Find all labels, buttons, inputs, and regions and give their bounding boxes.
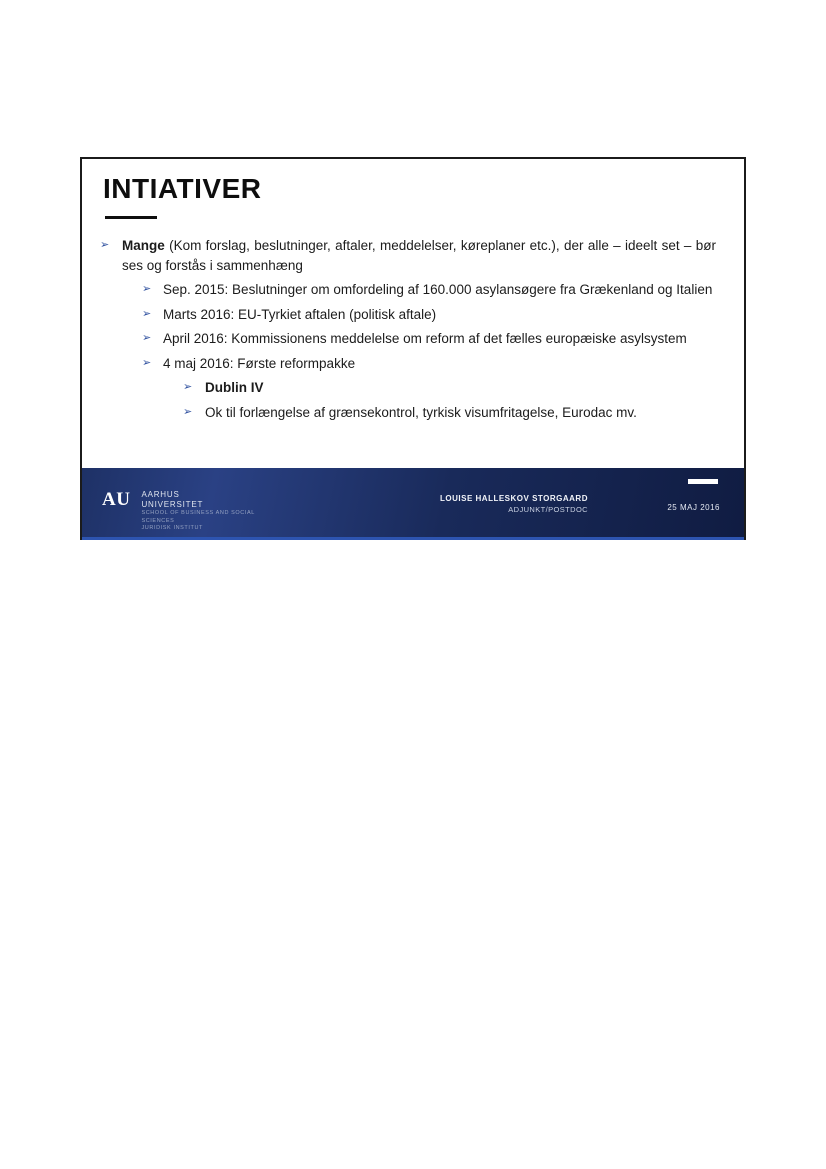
bullet-text: Ok til forlængelse af grænsekontrol, tyrkisk visumfritagelse, Eurodac mv. xyxy=(205,404,637,420)
bullet-item-level-2 xyxy=(142,354,716,374)
bullet-arrow-icon: ➢ xyxy=(183,405,193,418)
slide xyxy=(80,157,746,540)
presenter-role: ADJUNKT/POSTDOC xyxy=(508,504,588,514)
bullet-list xyxy=(82,236,744,422)
bullet-item-level-2 xyxy=(142,305,716,325)
bullet-text: Mange (Kom forslag, beslutninger, aftaler, meddelelser, køreplaner etc.), der alle – ideelt set – bør ses og forstås i sammenhæng xyxy=(122,238,716,273)
bullet-text: April 2016: Kommissionens meddelelse om reform af det fælles europæiske asylsystem xyxy=(163,331,687,346)
bullet-text: Dublin IV xyxy=(205,380,264,395)
bullet-arrow-icon: ➢ xyxy=(142,332,152,344)
bullet-item-level-2 xyxy=(142,329,716,349)
bullet-arrow-icon: ➢ xyxy=(142,307,152,320)
org-line-school: SCHOOL OF BUSINESS AND SOCIAL xyxy=(141,510,255,516)
org-line-sciences: SCIENCES xyxy=(141,517,175,524)
org-name-block xyxy=(141,490,254,532)
bullet-arrow-icon: ➢ xyxy=(100,239,110,251)
footer-bar xyxy=(82,468,744,540)
org-line-universitet: UNIVERSITET xyxy=(141,499,204,509)
bullet-arrow-icon: ➢ xyxy=(183,381,193,393)
bullet-item-level-3 xyxy=(183,403,716,423)
presenter-block xyxy=(440,494,588,514)
bullet-item-level-3 xyxy=(183,378,716,398)
footer-logo-block xyxy=(102,490,255,532)
slide-date: 25 MAJ 2016 xyxy=(667,503,720,512)
footer-dash-mark xyxy=(688,479,718,484)
bullet-item-level-1 xyxy=(100,236,716,275)
bullet-text: Sep. 2015: Beslutninger om omfordeling af 160.000 asylansøgere fra Grækenland og Italien xyxy=(163,282,713,297)
presenter-name: LOUISE HALLESKOV STORGAARD xyxy=(440,494,588,503)
title-underline xyxy=(105,216,157,219)
org-line-aarhus: AARHUS xyxy=(141,490,180,499)
bullet-arrow-icon: ➢ xyxy=(142,283,152,295)
bullet-text: 4 maj 2016: Første reformpakke xyxy=(163,355,356,371)
bullet-text: Marts 2016: EU-Tyrkiet aftalen (politisk aftale) xyxy=(163,306,437,322)
org-line-institut: JURIDISK INSTITUT xyxy=(141,525,203,531)
bullet-item-level-2 xyxy=(142,280,716,300)
aarhus-university-logo-icon: AU xyxy=(102,489,131,510)
bullet-arrow-icon: ➢ xyxy=(142,356,152,369)
slide-title: INTIATIVER xyxy=(103,173,262,204)
